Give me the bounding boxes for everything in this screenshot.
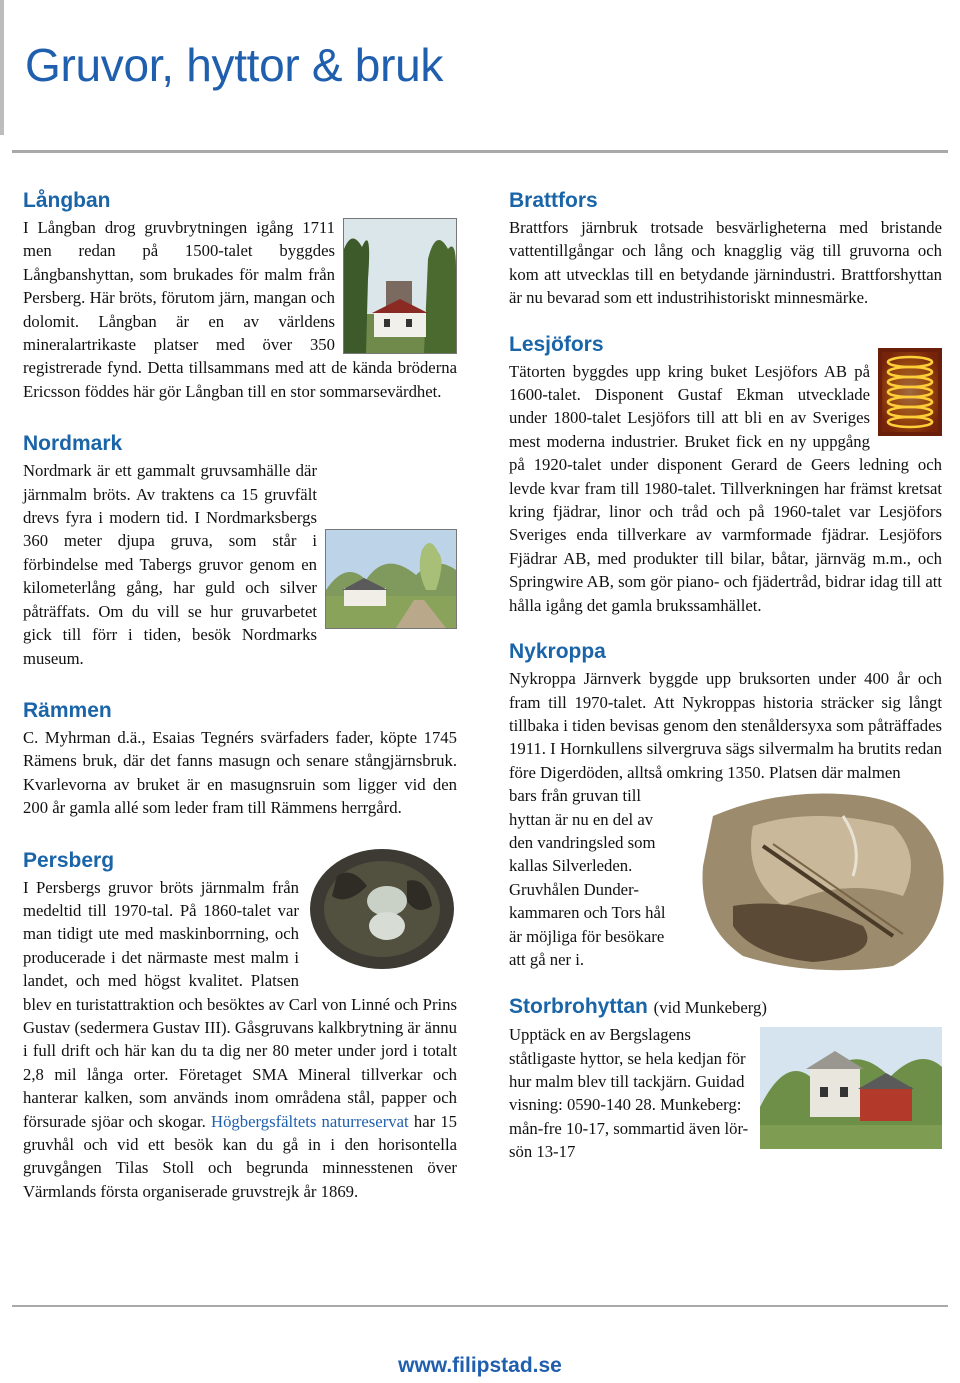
- storbrohyttan-heading: [509, 992, 942, 1023]
- persberg-photo: [307, 846, 457, 972]
- storbrohyttan-title: Storbrohyttan: [509, 995, 648, 1019]
- storbrohyttan-note: (vid Munkeberg): [653, 998, 767, 1018]
- section-langban: [23, 186, 457, 403]
- langban-heading: Långban: [23, 189, 111, 212]
- nordmark-heading: Nordmark: [23, 432, 123, 456]
- page-title: Gruvor, hyttor & bruk: [25, 39, 444, 91]
- persberg-heading: Persberg: [23, 848, 115, 872]
- langban-image: [344, 219, 456, 353]
- storbrohyttan-photo: [760, 1027, 942, 1149]
- section-persberg: [23, 846, 457, 1204]
- section-nordmark: [23, 429, 457, 670]
- hogbergsfaltet-link[interactable]: Högbergsfältets naturreservat: [211, 1111, 409, 1131]
- section-lesjofors: [509, 330, 942, 617]
- nykroppa-heading: Nykroppa: [509, 640, 606, 664]
- nykroppa-text-float: bars från gruvan till hyttan är nu en del av den vandringsled som kallas Silverleden. Gruvhålen Dunder-kammaren och Tors hål är möjliga för besökare att gå ner i.: [509, 786, 666, 969]
- section-nykroppa: [509, 637, 942, 972]
- storbrohyttan-image: [760, 1027, 942, 1149]
- nykroppa-text-top: Nykroppa Järnverk byggde upp bruksorten under 400 år och fram till 1970-talet. Att Nykroppas historia sträcker sig långt tillbaka i tiden bevisas genom den stenåldersyxa som påträffades 1911. I Hornkullens silvergruva sägs silvermalm ha brutits redan före Digerdöden, alltså omkring 1350. Platsen där malmen: [509, 669, 942, 782]
- right-column: [509, 186, 942, 1164]
- storbrohyttan-text: Upptäck en av Bergslagens ståtligaste hyttor, se hela kedjan för hur malm blev till tackjärn. Guidad visning: 0590-140 28. Munkeberg: mån-fre 10-17, sommartid även lör-sön 13-17: [509, 1025, 749, 1162]
- rammen-text: C. Myhrman d.ä., Esaias Tegnérs svärfaders fader, köpte 1745 Rämens bruk, där det fanns masugn och senare stångjärnsbruk. Kvarlevorna av bruket är en masugnsruin som ligger vid den 200 år gamla allé som leder fram till Rämmens herrgård.: [23, 727, 457, 818]
- persberg-image: [307, 846, 457, 972]
- top-divider: [12, 150, 948, 153]
- lesjofors-text: Tätorten byggdes upp kring buket Lesjöfors AB på 1600-talet. Disponent Gustaf Ekman utvecklade under 1800-talet Lesjöfors till att bli en av Sveriges mest moderna industrier. Bruket fick en ny uppgång på 1920-talet under disponent Gerard de Geers ledning och levde kvar fram till 1980-talet. Tillverkningen har främst kretsat kring fjädrar, linor och tråd och på 1960-talet var Lesjöfors Sveriges enda tillverkare av varmformade fjädrar. Lesjöfors Fjädrar AB, med produkter till bilar, båtar, järnväg m.m., och Springwire AB, som gör piano- och fjädertråd, bidrar idag till att hålla igång det gamla brukssamhället.: [509, 361, 942, 615]
- nykroppa-image: [693, 786, 949, 974]
- persberg-text-part1: I Persbergs gruvor bröts järnmalm från medeltid till 1970-tal. På 1860-talet var man tidigt ute med maskinborrning, och producerade i det närmaste mest malm i landet, och med högst kvalitet. Platsen blev en turistattraktion och besöktes av Carl von Linné och Prins Gustav (sedermera Gustav III). Gåsgruvans kalkbrytning är ännu i full drift och här kan du ta dig ner 80 meter under jord i totalt 2,8 mil långa orter. Företaget SMA Mineral tillverkar och hanterar kalken, som används inom områdena stål, papper och försurade sjöar och skogar.: [23, 877, 457, 1131]
- lesjofors-heading: Lesjöfors: [509, 332, 604, 356]
- brattfors-text: Brattfors järnbruk trotsade besvärligheterna med bristande vattentillgångar och lång och knagglig väg till gruvorna och kom att utvecklas till en betydande järnindustri. Brattforshyttan är nu bevarad som ett industrihistoriskt minnesmärke.: [509, 218, 942, 308]
- nordmark-image: [326, 530, 456, 628]
- brattfors-heading: Brattfors: [509, 189, 598, 212]
- section-brattfors: [509, 186, 942, 310]
- langban-photo: [343, 218, 457, 354]
- footer-url[interactable]: www.filipstad.se: [398, 1354, 562, 1377]
- spring-image: [878, 348, 942, 436]
- section-storbrohyttan: [509, 992, 942, 1163]
- persberg-text-part2: har 15 gruvhål och vid ett besök kan du gå in i den horisontella gruvgången Tilas Stoll och begrunda minnesstenen över Värmlands första organiserade gruvstrejk år 1869.: [23, 1111, 458, 1201]
- nykroppa-float-block: [509, 784, 942, 972]
- left-edge-bar: [0, 0, 4, 135]
- langban-text: I Långban drog gruvbrytningen igång 1711 men redan på 1500-talet byggdes Långbanshyttan, som brukades för malm från Persberg. Här bröts, förutom järn, mangan och dolomit. Långban är en av världens mineralartrikaste platser med över 350 registrerade fynd. Detta tillsammans med att de kända bröderna Ericsson föddes här gör Långban till en stor sommarsevärdhet.: [23, 218, 457, 401]
- section-rammen: [23, 696, 457, 820]
- bottom-divider: [12, 1305, 948, 1307]
- rammen-heading: Rämmen: [23, 698, 112, 722]
- nykroppa-photo: [693, 786, 949, 974]
- nordmark-text: Nordmark är ett gammalt gruvsamhälle där järnmalm bröts. Av traktens ca 15 gruvfält drevs fyra i modern tid. I Nordmarksbergs 360 meter djupa gruva, som står i förbindelse med Tabergs gruvor genom en kilometerlång gång, har guld och silver påträffats. Om du vill se hur gruvarbetet gick till förr i tiden, besök Nordmarks museum.: [23, 461, 317, 668]
- nordmark-photo: [325, 529, 457, 629]
- lesjofors-spring-photo: [878, 348, 942, 436]
- left-column: [23, 186, 457, 1203]
